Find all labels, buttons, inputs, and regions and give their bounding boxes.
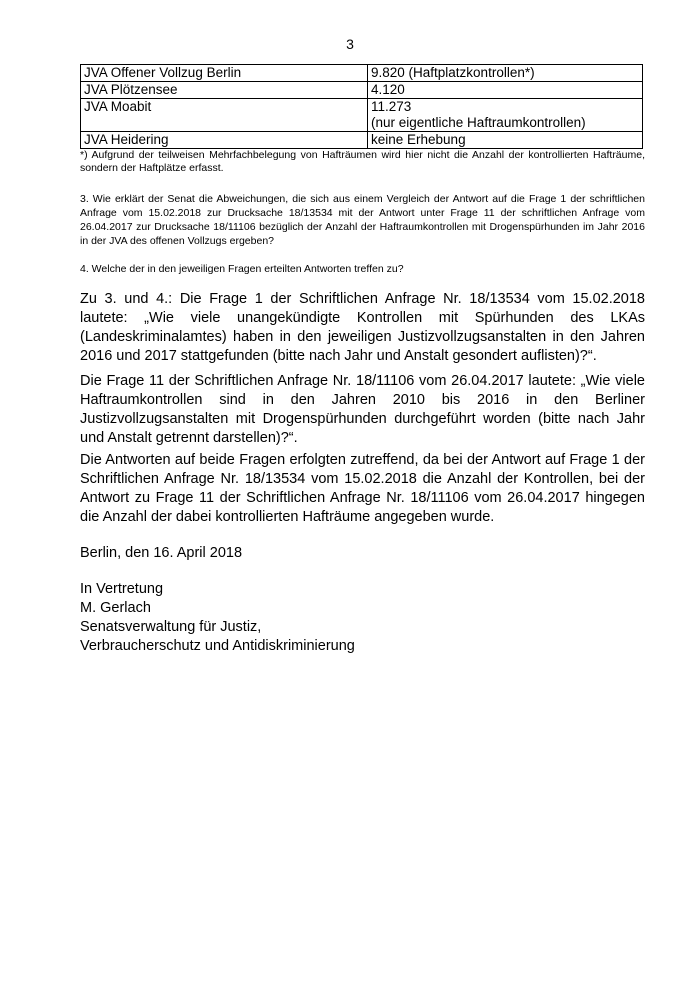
- page-number: 3: [346, 36, 354, 52]
- institution-cell: JVA Plötzensee: [81, 82, 368, 99]
- table-row: [81, 65, 643, 82]
- value-line: (nur eigentliche Haftraumkontrollen): [371, 115, 586, 130]
- institution-cell: JVA Offener Vollzug Berlin: [81, 65, 368, 82]
- value-cell: [368, 65, 643, 82]
- department-line: Verbraucherschutz und Antidiskriminierung: [80, 638, 355, 654]
- signer-name: M. Gerlach: [80, 600, 151, 616]
- value-cell: [368, 132, 643, 149]
- question-4: 4. Welche der in den jeweiligen Fragen erteilten Antworten treffen zu?: [80, 263, 404, 275]
- answer-paragraph-2: Die Frage 11 der Schriftlichen Anfrage Nr. 18/11106 vom 26.04.2017 lautete: „Wie viele Haftraumkontrollen sind in den Jahren 2010 bis 2016 in den Berliner Justizvollzugsanstalten mit Drogenspürhunden durchgeführt worden (bitte nach Jahr und Anstalt getrennt darstellen)?“.: [80, 373, 645, 446]
- table-row: [81, 82, 643, 99]
- value-line: 9.820 (Haftplatzkontrollen*): [371, 65, 535, 80]
- answer-paragraph-3: Die Antworten auf beide Fragen erfolgten zutreffend, da bei der Antwort auf Frage 1 der Schriftlichen Anfrage Nr. 18/13534 vom 15.02.2018 die Anzahl der Kontrollen, bei der Antwort zu Frage 11 der Schriftlichen Anfrage Nr. 18/11106 vom 26.04.2017 hingegen die Anzahl der dabei kontrollierten Hafträume angegeben wurde.: [80, 452, 645, 525]
- table-row: [81, 99, 643, 132]
- question-3: 3. Wie erklärt der Senat die Abweichungen, die sich aus einem Vergleich der Antwort auf die Frage 1 der schriftlichen Anfrage vom 15.02.2018 zur Drucksache 18/13534 mit der Antwort unter Frage 11 der schriftlichen Anfrage vom 26.04.2017 zur Drucksache 18/11106 bezüglich der Anzahl der Haftraumkontrollen mit Drogenspürhunden im Jahr 2016 in der JVA des offenen Vollzugs ergeben?: [80, 193, 645, 247]
- table-footnote: *) Aufgrund der teilweisen Mehrfachbelegung von Hafträumen wird hier nicht die Anzahl der kontrollierten Hafträume, sondern der Haftplätze erfasst.: [80, 149, 645, 174]
- answer-paragraph-1: Zu 3. und 4.: Die Frage 1 der Schriftlichen Anfrage Nr. 18/13534 vom 15.02.2018 lautete: „Wie viele unangekündigte Kontrollen mit Spürhunden des LKAs (Landeskriminalamtes) haben in den jeweiligen Justizvollzugsanstalten in den Jahren 2016 und 2017 stattgefunden (bitte nach Jahr und Anstalt gesondert auflisten)?“.: [80, 291, 645, 364]
- signature-block: [80, 580, 355, 656]
- value-line: 4.120: [371, 82, 405, 97]
- table-row: [81, 132, 643, 149]
- value-line: keine Erhebung: [371, 132, 466, 147]
- value-line: 11.273: [371, 99, 412, 114]
- value-cell: [368, 99, 643, 132]
- inspections-table: [80, 64, 643, 149]
- department-line: Senatsverwaltung für Justiz,: [80, 619, 262, 635]
- date-line: Berlin, den 16. April 2018: [80, 545, 243, 561]
- value-cell: [368, 82, 643, 99]
- institution-cell: JVA Heidering: [81, 132, 368, 149]
- signature-line: In Vertretung: [80, 581, 164, 597]
- institution-cell: JVA Moabit: [81, 99, 368, 132]
